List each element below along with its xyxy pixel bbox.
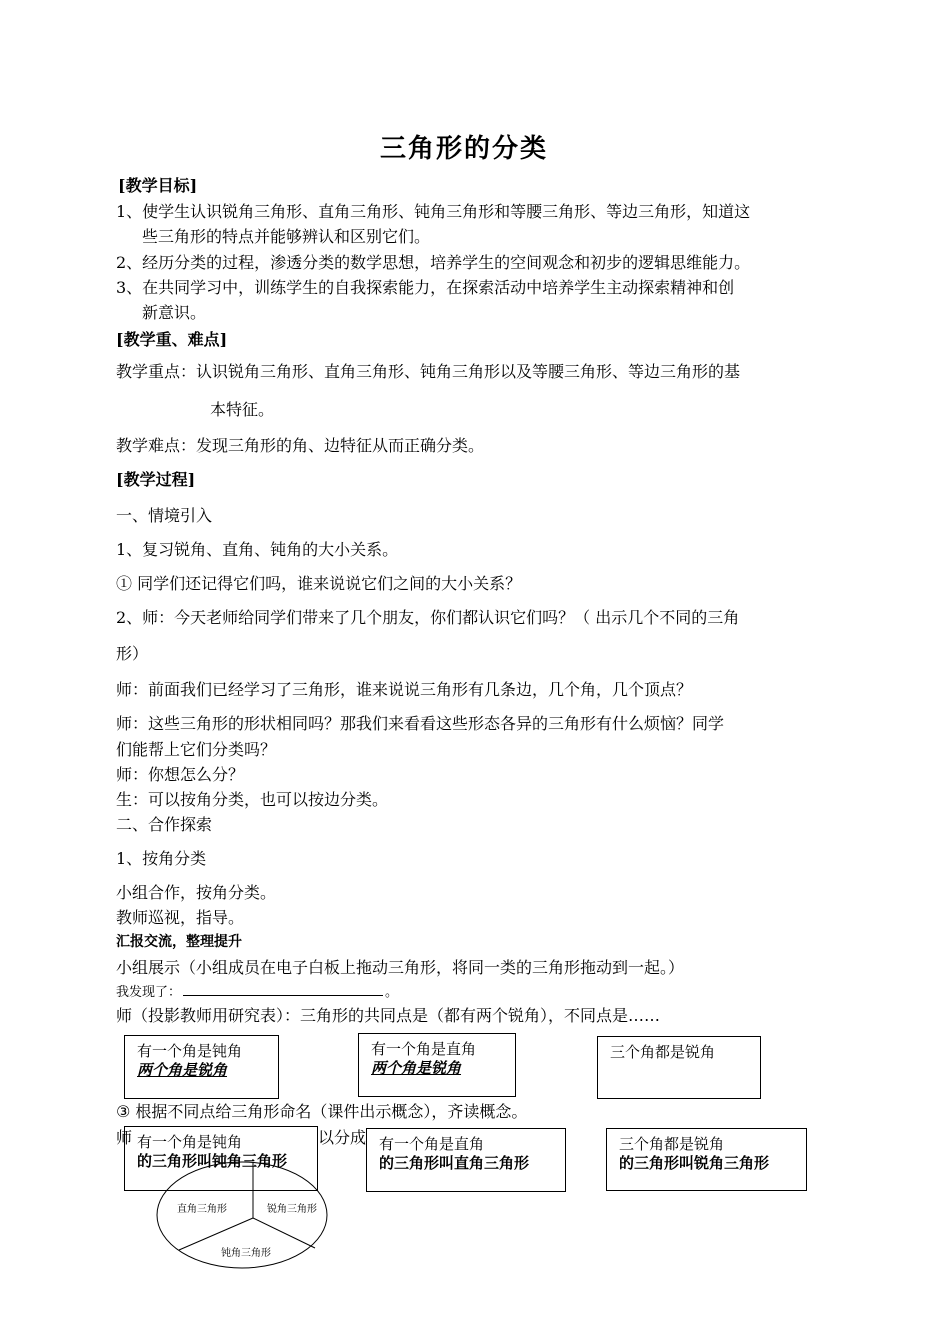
process-p13 <box>116 983 398 1001</box>
box-line-1: 有一个角是直角 <box>371 1040 477 1058</box>
process-p15: ③ 根据不同点给三角形命名（课件出示概念），齐读概念。 <box>116 1102 528 1121</box>
process-p11: 汇报交流，整理提升 <box>116 934 242 950</box>
process-p3: 2、师：今天老师给同学们带来了几个朋友，你们都认识它们吗？（ 出示几个不同的三角 <box>116 608 740 627</box>
process-p4: 师：前面我们已经学习了三角形，谁来说说三角形有几条边，几个角，几个顶点？ <box>116 680 693 699</box>
sector-acute-triangle: 锐角三角形 <box>267 1204 317 1215</box>
process-p12: 小组展示（小组成员在电子白板上拖动三角形，将同一类的三角形拖动到一起。） <box>116 958 685 977</box>
process-p16-start: 师 <box>116 1128 133 1147</box>
keypoints-heading: [教学重、难点] <box>116 330 228 349</box>
process-p14: 师（投影教师用研究表）：三角形的共同点是（都有两个锐角），不同点是…… <box>116 1006 661 1025</box>
box-line-2: 的三角形叫锐角三角形 <box>619 1154 770 1172</box>
goal-item-3: 3、在共同学习中，训练学生的自我探索能力，在探索活动中培养学生主动探索精神和创 <box>116 278 735 297</box>
difficulty-text: 教学难点：发现三角形的角、边特征从而正确分类。 <box>116 436 485 455</box>
goal-item-1: 1、使学生认识锐角三角形、直角三角形、钝角三角形和等腰三角形、等边三角形，知道这 <box>116 202 751 221</box>
box-acute-features <box>597 1036 761 1099</box>
box-line-2: 两个角是锐角 <box>137 1061 228 1079</box>
box-line-1: 有一个角是钝角 <box>137 1133 243 1151</box>
discover-blank <box>183 983 383 996</box>
process-p5: 师：这些三角形的形状相同吗？那我们来看看这些形态各异的三角形有什么烦恼？同学 <box>116 714 725 733</box>
box-line-1: 三个角都是锐角 <box>610 1043 716 1061</box>
box-line-2: 两个角是锐角 <box>371 1059 462 1077</box>
page-title: 三角形的分类 <box>380 134 549 164</box>
box-line-1: 三个角都是锐角 <box>619 1135 725 1153</box>
focus-text-cont: 本特征。 <box>210 400 275 419</box>
box-right-features <box>358 1033 516 1097</box>
goals-heading: [教学目标] <box>118 176 198 195</box>
sector-obtuse-triangle: 钝角三角形 <box>221 1248 271 1259</box>
box-line-2: 的三角形叫直角三角形 <box>379 1154 530 1172</box>
process-p8: 1、按角分类 <box>116 849 207 868</box>
goal-item-3-cont: 新意识。 <box>142 303 207 322</box>
box-right-definition <box>366 1128 566 1192</box>
box-obtuse-features <box>124 1035 279 1099</box>
focus-text: 教学重点：认识锐角三角形、直角三角形、钝角三角形以及等腰三角形、等边三角形的基 <box>116 362 741 381</box>
section-2-heading: 二、合作探索 <box>116 815 213 834</box>
box-line-1: 有一个角是钝角 <box>137 1042 243 1060</box>
process-p2: ① 同学们还记得它们吗，谁来说说它们之间的大小关系？ <box>116 574 522 593</box>
sector-right-triangle: 直角三角形 <box>177 1204 227 1215</box>
discover-period: 。 <box>385 985 399 1000</box>
process-p7: 生：可以按角分类，也可以按边分类。 <box>116 790 389 809</box>
process-p16-end: 以分成 <box>318 1128 367 1147</box>
discover-label: 我发现了： <box>116 985 182 1000</box>
goal-item-1-cont: 些三角形的特点并能够辨认和区别它们。 <box>142 227 431 246</box>
process-p10: 教师巡视，指导。 <box>116 908 245 927</box>
box-line-2: 的三角形叫钝角三角形 <box>137 1152 288 1170</box>
process-p3-cont: 形） <box>116 644 149 663</box>
box-line-1: 有一个角是直角 <box>379 1135 485 1153</box>
section-1-heading: 一、情境引入 <box>116 506 213 525</box>
process-p9: 小组合作，按角分类。 <box>116 883 277 902</box>
process-p5-cont: 们能帮上它们分类吗？ <box>116 740 277 759</box>
process-heading: [教学过程] <box>116 470 196 489</box>
goal-item-2: 2、经历分类的过程，渗透分类的数学思想，培养学生的空间观念和初步的逻辑思维能力。 <box>116 253 751 272</box>
box-obtuse-definition <box>124 1126 318 1191</box>
process-p6: 师：你想怎么分？ <box>116 765 245 784</box>
process-p1: 1、复习锐角、直角、钝角的大小关系。 <box>116 540 399 559</box>
box-acute-definition <box>606 1128 807 1191</box>
